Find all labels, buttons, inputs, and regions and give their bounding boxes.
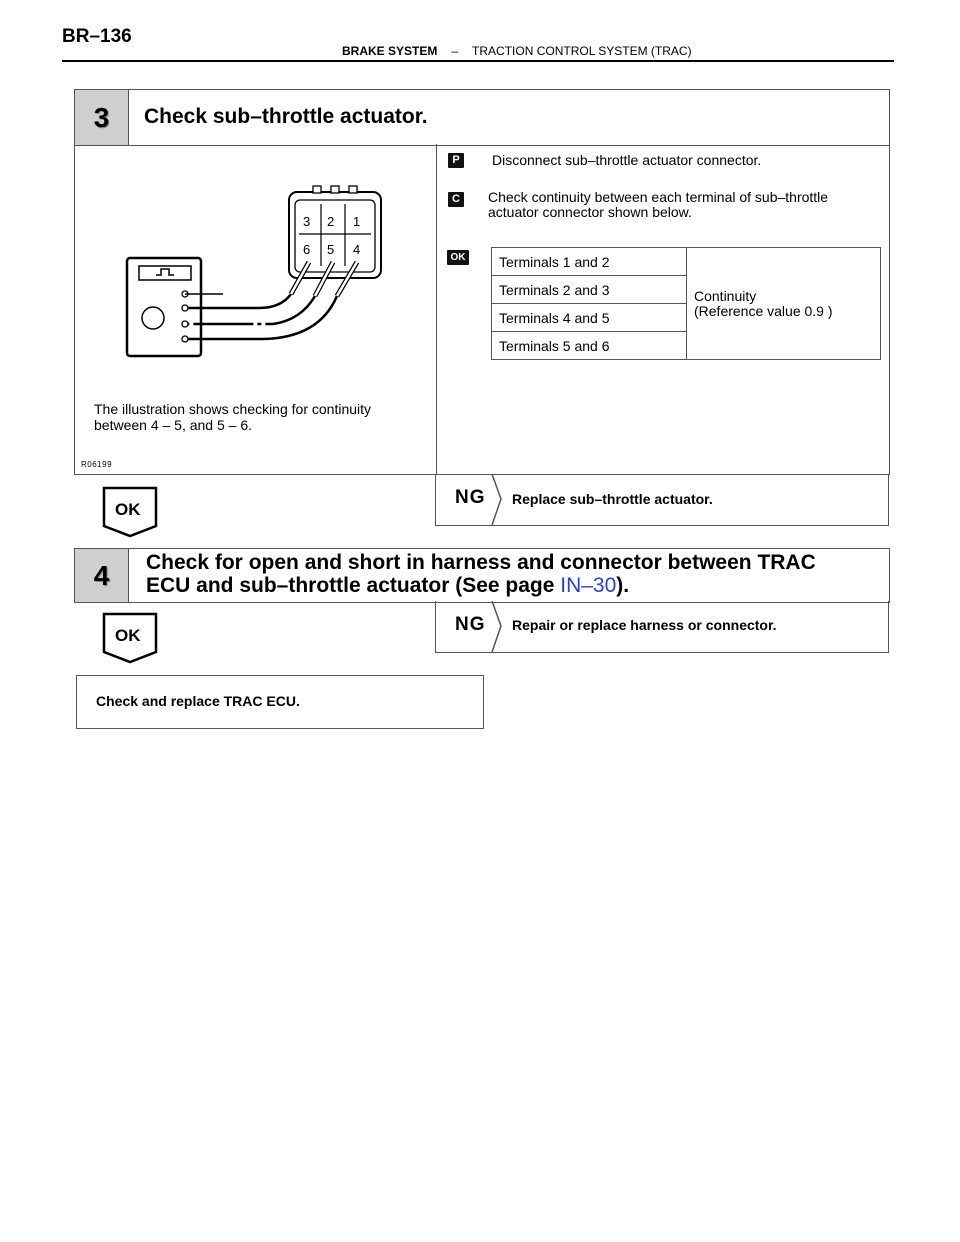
pin-label: 3 [303, 214, 311, 229]
ok-badge: OK [447, 250, 469, 265]
pin-label: 1 [353, 214, 361, 229]
running-header [342, 44, 692, 58]
c-instruction-line: Check continuity between each terminal of sub–throttle [488, 189, 829, 205]
step-4-title [146, 551, 816, 597]
p-instruction: Disconnect sub–throttle actuator connector. [492, 152, 762, 168]
continuity-table [491, 247, 881, 360]
step-3-body [74, 144, 890, 475]
page-number: BR–136 [62, 26, 132, 47]
result-line: Continuity [694, 287, 757, 304]
caption-line: The illustration shows checking for continuity [94, 401, 372, 417]
step-3-ok-shield [102, 486, 158, 538]
c-instruction [488, 190, 828, 220]
header-separator: – [451, 44, 459, 58]
ng-chevron [491, 601, 505, 652]
pin-label: 6 [303, 242, 311, 257]
step-3-number: 3 [93, 101, 110, 133]
ok-shield-label: OK [115, 500, 141, 519]
ng-action: Replace sub–throttle actuator. [512, 491, 713, 507]
illustration-code: R06199 [81, 460, 113, 469]
section-title: BRAKE SYSTEM [342, 44, 438, 58]
header-rule [62, 60, 894, 62]
step-3-number-cell [75, 90, 129, 145]
step-4-number-cell [75, 549, 129, 602]
pin-label: 5 [327, 242, 335, 257]
step-3-title-bar [74, 89, 890, 146]
page-reference-link[interactable]: IN–30 [560, 574, 617, 597]
step-4-title-line: Check for open and short in harness and connector between TRAC [146, 551, 816, 574]
step-3-ng-row [435, 474, 889, 526]
step-4-title-text: ). [616, 574, 630, 597]
step-4-number: 4 [93, 559, 110, 591]
caption-line: between 4 – 5, and 5 – 6. [94, 417, 253, 433]
step-4-title-line [146, 574, 816, 597]
pin-label: 2 [327, 214, 335, 229]
step-4-ng-row [435, 601, 889, 653]
step-4-title-bar [74, 548, 890, 603]
ok-shield-label: OK [115, 626, 141, 645]
ng-action: Repair or replace harness or connector. [512, 617, 777, 633]
result-line: (Reference value 0.9 ) [694, 302, 833, 319]
terminal-cell: Terminals 1 and 2 [492, 248, 687, 276]
step-4-title-text: ECU and sub–throttle actuator (See page [146, 574, 561, 597]
illustration-caption [94, 401, 371, 433]
terminal-cell: Terminals 2 and 3 [492, 276, 687, 304]
terminal-cell: Terminals 4 and 5 [492, 304, 687, 332]
ohmmeter-illustration [123, 182, 443, 362]
ng-label: NG [455, 614, 486, 635]
ng-chevron [491, 474, 505, 525]
p-badge: P [448, 153, 464, 168]
pin-label: 4 [353, 242, 361, 257]
c-badge: C [448, 192, 464, 207]
subsection-title: TRACTION CONTROL SYSTEM (TRAC) [472, 44, 692, 58]
final-action: Check and replace TRAC ECU. [96, 693, 300, 709]
c-instruction-line: actuator connector shown below. [488, 204, 692, 220]
table-row [492, 248, 881, 276]
step-4-ok-shield [102, 612, 158, 664]
terminal-cell: Terminals 5 and 6 [492, 332, 687, 360]
final-action-box [76, 675, 484, 729]
step-3-title: Check sub–throttle actuator. [144, 105, 428, 128]
ng-label: NG [455, 487, 486, 508]
result-cell [687, 248, 881, 360]
